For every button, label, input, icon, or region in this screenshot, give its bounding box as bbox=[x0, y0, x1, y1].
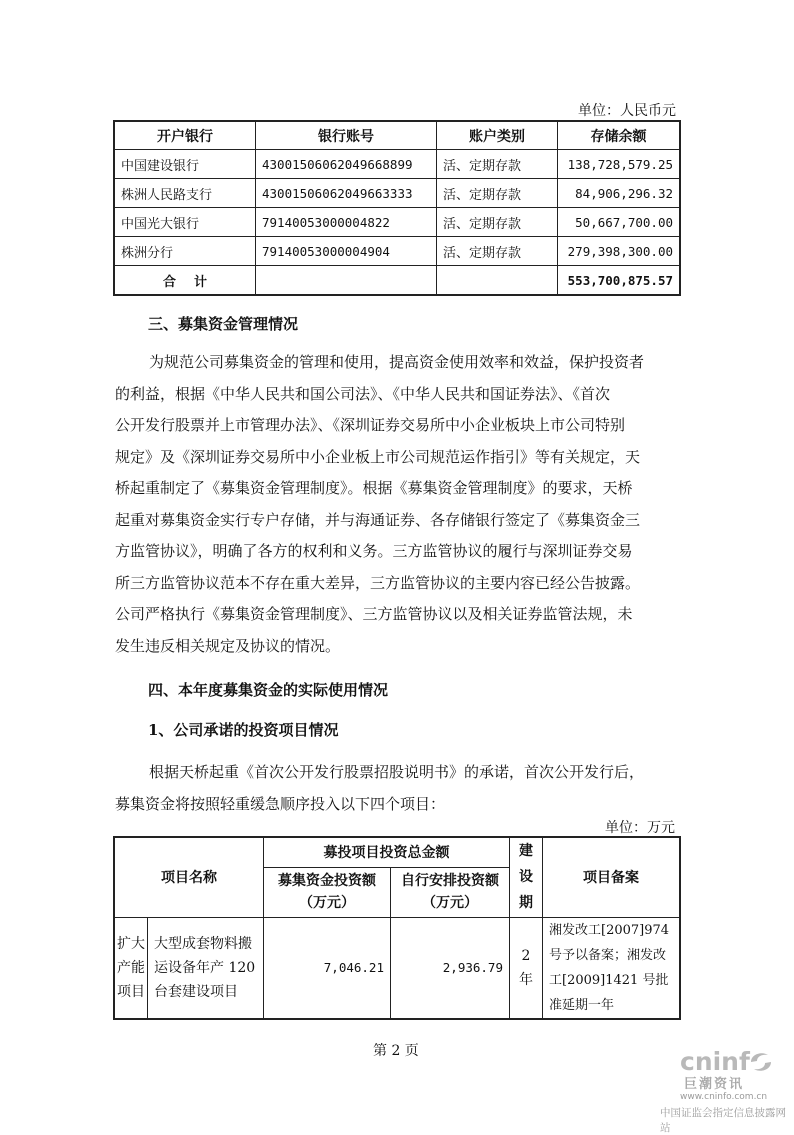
col-header-raised-funds: 募集资金投资额 （万元） bbox=[264, 867, 391, 917]
table-row bbox=[114, 917, 680, 1019]
account-number: 79140053000004904 bbox=[256, 237, 437, 266]
account-type: 活、定期存款 bbox=[437, 208, 558, 237]
account-type: 活、定期存款 bbox=[437, 150, 558, 179]
empty-cell bbox=[256, 266, 437, 296]
account-number: 79140053000004822 bbox=[256, 208, 437, 237]
paragraph-line: 根据天桥起重《首次公开发行股票招股说明书》的承诺，首次公开发行后， bbox=[149, 763, 645, 781]
account-type: 活、定期存款 bbox=[437, 179, 558, 208]
logo-wordmark: cninf bbox=[680, 1047, 750, 1076]
empty-cell bbox=[437, 266, 558, 296]
total-row bbox=[114, 266, 680, 296]
deposit-table bbox=[113, 120, 681, 296]
col-header-period: 建 设 期 bbox=[510, 837, 543, 917]
cninfo-logo bbox=[660, 1047, 794, 1134]
project-table bbox=[113, 836, 681, 1020]
bank-name: 中国建设银行 bbox=[114, 150, 256, 179]
account-number: 43001506062049668899 bbox=[256, 150, 437, 179]
paragraph-line: 方监管协议》，明确了各方的权利和义务。三方监管协议的履行与深圳证券交易 bbox=[115, 542, 633, 560]
bank-name: 中国光大银行 bbox=[114, 208, 256, 237]
raised-amount: 7,046.21 bbox=[264, 917, 391, 1019]
logo-swirl-icon bbox=[748, 1050, 774, 1074]
project-name: 大型成套物料搬 运设备年产 120 台套建设项目 bbox=[148, 917, 264, 1019]
col-header-balance: 存储余额 bbox=[558, 121, 681, 150]
subsection-1-title: 1、公司承诺的投资项目情况 bbox=[148, 721, 339, 739]
unit-label-wan: 单位：万元 bbox=[605, 820, 675, 836]
unit-label-yuan: 单位：人民币元 bbox=[578, 103, 676, 119]
paragraph-line: 为规范公司募集资金的管理和使用，提高资金使用效率和效益，保护投资者 bbox=[149, 353, 645, 371]
table-row bbox=[114, 150, 680, 179]
project-category: 扩大 产能 项目 bbox=[114, 917, 148, 1019]
balance: 138,728,579.25 bbox=[558, 150, 681, 179]
project-table-header-1 bbox=[114, 837, 680, 867]
col-header-total-investment: 募投项目投资总金额 bbox=[264, 837, 510, 867]
paragraph-line: 发生违反相关规定及协议的情况。 bbox=[115, 636, 341, 655]
paragraph-line: 所三方监管协议范本不存在重大差异，三方监管协议的主要内容已经公告披露。 bbox=[115, 573, 641, 592]
logo-slogan: 中国证监会指定信息披露网站 bbox=[660, 1107, 786, 1134]
logo-url: www.cninfo.com.cn bbox=[680, 1092, 768, 1102]
col-header-bank: 开户银行 bbox=[114, 121, 256, 150]
construction-period: 2 年 bbox=[510, 917, 543, 1019]
account-number: 43001506062049663333 bbox=[256, 179, 437, 208]
paragraph-line: 募集资金将按照轻重缓急顺序投入以下四个项目： bbox=[115, 794, 446, 813]
table-row bbox=[114, 208, 680, 237]
section-3-title: 三、募集资金管理情况 bbox=[148, 315, 299, 333]
table-row bbox=[114, 179, 680, 208]
section-3-body bbox=[115, 347, 685, 662]
page-number: 第 2 页 bbox=[373, 1043, 419, 1059]
table-row bbox=[114, 237, 680, 266]
col-header-self-funds: 自行安排投资额 （万元） bbox=[391, 867, 510, 917]
paragraph-line: 公开发行股票并上市管理办法》、《深圳证券交易所中小企业板块上市公司特别 bbox=[115, 416, 626, 434]
bank-name: 株洲分行 bbox=[114, 237, 256, 266]
paragraph-line: 桥起重制定了《募集资金管理制度》。根据《募集资金管理制度》的要求，天桥 bbox=[115, 479, 633, 497]
col-header-project-name: 项目名称 bbox=[114, 837, 264, 917]
account-type: 活、定期存款 bbox=[437, 237, 558, 266]
col-header-account: 银行账号 bbox=[256, 121, 437, 150]
col-header-record: 项目备案 bbox=[543, 837, 681, 917]
paragraph-line: 起重对募集资金实行专户存储，并与海通证券、各存储银行签定了《募集资金三 bbox=[115, 510, 641, 529]
paragraph-line: 公司严格执行《募集资金管理制度》、三方监管协议以及相关证券监管法规，未 bbox=[115, 605, 633, 623]
subsection-1-body bbox=[115, 757, 685, 820]
paragraph-line: 规定》及《深圳证券交易所中小企业板上市公司规范运作指引》等有关规定，天 bbox=[115, 447, 641, 466]
self-amount: 2,936.79 bbox=[391, 917, 510, 1019]
balance: 84,906,296.32 bbox=[558, 179, 681, 208]
total-value: 553,700,875.57 bbox=[558, 266, 681, 296]
project-record: 湘发改工[2007]974 号予以备案；湘发改 工[2009]1421 号批 准延期一年 bbox=[543, 917, 681, 1019]
deposit-table-header bbox=[114, 121, 680, 150]
balance: 50,667,700.00 bbox=[558, 208, 681, 237]
balance: 279,398,300.00 bbox=[558, 237, 681, 266]
total-label: 合 计 bbox=[114, 266, 256, 296]
bank-name: 株洲人民路支行 bbox=[114, 179, 256, 208]
paragraph-line: 的利益，根据《中华人民共和国公司法》、《中华人民共和国证券法》、《首次 bbox=[115, 384, 611, 403]
logo-cn-name: 巨潮资讯 bbox=[684, 1077, 745, 1092]
section-4-title: 四、本年度募集资金的实际使用情况 bbox=[148, 681, 389, 699]
col-header-type: 账户类别 bbox=[437, 121, 558, 150]
